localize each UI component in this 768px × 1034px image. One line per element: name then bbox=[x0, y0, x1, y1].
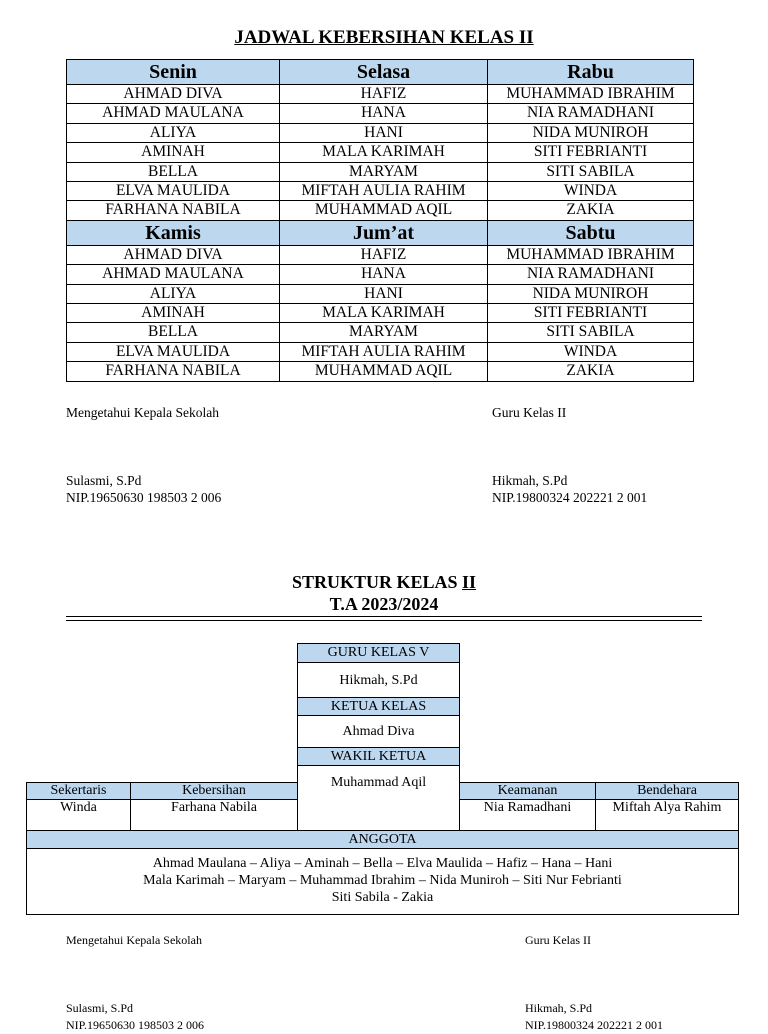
schedule-table bbox=[66, 59, 694, 382]
signature-heading: Guru Kelas II bbox=[525, 933, 591, 947]
keamanan-label: Keamanan bbox=[459, 782, 596, 800]
student-cell: FARHANA NABILA bbox=[67, 362, 280, 381]
student-cell: ZAKIA bbox=[488, 201, 694, 220]
student-cell: MARYAM bbox=[280, 162, 488, 181]
structure-title bbox=[0, 571, 768, 615]
day-header: Selasa bbox=[280, 60, 488, 85]
table-row bbox=[67, 245, 694, 264]
student-cell: ALIYA bbox=[67, 123, 280, 142]
table-row bbox=[67, 123, 694, 142]
anggota-label: ANGGOTA bbox=[26, 830, 739, 849]
student-cell: MALA KARIMAH bbox=[280, 143, 488, 162]
student-cell: MUHAMMAD AQIL bbox=[280, 362, 488, 381]
guru-name: Hikmah, S.Pd bbox=[297, 662, 460, 698]
anggota-line: Mala Karimah – Maryam – Muhammad Ibrahim – Nida Muniroh – Siti Nur Febrianti bbox=[143, 873, 622, 888]
student-cell: BELLA bbox=[67, 323, 280, 342]
day-header: Rabu bbox=[488, 60, 694, 85]
ketua-label: KETUA KELAS bbox=[297, 697, 460, 716]
keamanan-name: Nia Ramadhani bbox=[459, 799, 596, 831]
student-cell: ZAKIA bbox=[488, 362, 694, 381]
signature-name: Sulasmi, S.Pd bbox=[66, 473, 142, 488]
kebersihan-label: Kebersihan bbox=[130, 782, 298, 800]
table-row bbox=[67, 362, 694, 381]
signature-heading: Mengetahui Kepala Sekolah bbox=[66, 933, 202, 947]
student-cell: NIDA MUNIROH bbox=[488, 284, 694, 303]
double-rule-top bbox=[66, 616, 702, 617]
signature-block-teacher-2 bbox=[525, 932, 663, 1034]
day-header: Jum’at bbox=[280, 220, 488, 245]
sekretaris-label: Sekertaris bbox=[26, 782, 131, 800]
guru-label: GURU KELAS V bbox=[297, 643, 460, 663]
student-cell: WINDA bbox=[488, 342, 694, 361]
table-row bbox=[67, 143, 694, 162]
table-row bbox=[67, 104, 694, 123]
student-cell: MIFTAH AULIA RAHIM bbox=[280, 182, 488, 201]
student-cell: HANI bbox=[280, 123, 488, 142]
table-row bbox=[67, 304, 694, 323]
anggota-line: Ahmad Maulana – Aliya – Aminah – Bella – Elva Maulida – Hafiz – Hana – Hani bbox=[152, 856, 613, 871]
student-cell: MALA KARIMAH bbox=[280, 304, 488, 323]
anggota-list bbox=[26, 848, 739, 915]
kebersihan-name: Farhana Nabila bbox=[130, 799, 298, 831]
day-header: Senin bbox=[67, 60, 280, 85]
day-header: Sabtu bbox=[488, 220, 694, 245]
student-cell: AMINAH bbox=[67, 143, 280, 162]
signature-block-headmaster bbox=[66, 404, 221, 506]
table-row bbox=[67, 162, 694, 181]
day-header: Kamis bbox=[67, 220, 280, 245]
table-row bbox=[67, 85, 694, 104]
student-cell: BELLA bbox=[67, 162, 280, 181]
table-row bbox=[67, 342, 694, 361]
student-cell: AMINAH bbox=[67, 304, 280, 323]
student-cell: SITI SABILA bbox=[488, 323, 694, 342]
signature-nip: NIP.19800324 202221 2 001 bbox=[525, 1018, 664, 1032]
signature-heading: Mengetahui Kepala Sekolah bbox=[66, 405, 219, 420]
table-row bbox=[67, 284, 694, 303]
student-cell: SITI SABILA bbox=[488, 162, 694, 181]
student-cell: MARYAM bbox=[280, 323, 488, 342]
day-header-row bbox=[67, 220, 694, 245]
bendahara-label: Bendehara bbox=[595, 782, 739, 800]
table-row bbox=[67, 265, 694, 284]
table-row bbox=[67, 323, 694, 342]
structure-title-class: II bbox=[462, 572, 477, 592]
student-cell: MIFTAH AULIA RAHIM bbox=[280, 342, 488, 361]
signature-nip: NIP.19800324 202221 2 001 bbox=[492, 490, 648, 505]
student-cell: ELVA MAULIDA bbox=[67, 182, 280, 201]
day-header-row bbox=[67, 60, 694, 85]
student-cell: WINDA bbox=[488, 182, 694, 201]
student-cell: NIA RAMADHANI bbox=[488, 104, 694, 123]
student-cell: AHMAD MAULANA bbox=[67, 104, 280, 123]
student-cell: FARHANA NABILA bbox=[67, 201, 280, 220]
student-cell: SITI FEBRIANTI bbox=[488, 143, 694, 162]
signature-name: Hikmah, S.Pd bbox=[492, 473, 568, 488]
table-row bbox=[67, 182, 694, 201]
ketua-name: Ahmad Diva bbox=[297, 715, 460, 748]
signature-nip: NIP.19650630 198503 2 006 bbox=[66, 490, 222, 505]
student-cell: AHMAD MAULANA bbox=[67, 265, 280, 284]
table-row bbox=[67, 201, 694, 220]
structure-year: T.A 2023/2024 bbox=[329, 594, 439, 614]
structure-title-text: STRUKTUR KELAS bbox=[291, 572, 463, 592]
student-cell: ALIYA bbox=[67, 284, 280, 303]
signature-block-headmaster-2 bbox=[66, 932, 204, 1034]
student-cell: HANA bbox=[280, 265, 488, 284]
sekretaris-name: Winda bbox=[26, 799, 131, 831]
student-cell: AHMAD DIVA bbox=[67, 245, 280, 264]
student-cell: HAFIZ bbox=[280, 85, 488, 104]
student-cell: HANA bbox=[280, 104, 488, 123]
signature-nip: NIP.19650630 198503 2 006 bbox=[66, 1018, 205, 1032]
signature-name: Hikmah, S.Pd bbox=[525, 1001, 593, 1015]
bendahara-name: Miftah Alya Rahim bbox=[595, 799, 739, 831]
signature-block-teacher bbox=[492, 404, 647, 506]
wakil-label: WAKIL KETUA bbox=[297, 747, 460, 766]
anggota-line: Siti Sabila - Zakia bbox=[331, 890, 434, 905]
student-cell: MUHAMMAD AQIL bbox=[280, 201, 488, 220]
double-rule-bottom bbox=[66, 620, 702, 621]
student-cell: HAFIZ bbox=[280, 245, 488, 264]
wakil-name: Muhammad Aqil bbox=[297, 765, 460, 831]
student-cell: AHMAD DIVA bbox=[67, 85, 280, 104]
student-cell: NIA RAMADHANI bbox=[488, 265, 694, 284]
student-cell: MUHAMMAD IBRAHIM bbox=[488, 245, 694, 264]
signature-heading: Guru Kelas II bbox=[492, 405, 567, 420]
signature-name: Sulasmi, S.Pd bbox=[66, 1001, 134, 1015]
student-cell: NIDA MUNIROH bbox=[488, 123, 694, 142]
schedule-title: JADWAL KEBERSIHAN KELAS II bbox=[234, 27, 534, 48]
student-cell: SITI FEBRIANTI bbox=[488, 304, 694, 323]
student-cell: HANI bbox=[280, 284, 488, 303]
student-cell: MUHAMMAD IBRAHIM bbox=[488, 85, 694, 104]
student-cell: ELVA MAULIDA bbox=[67, 342, 280, 361]
